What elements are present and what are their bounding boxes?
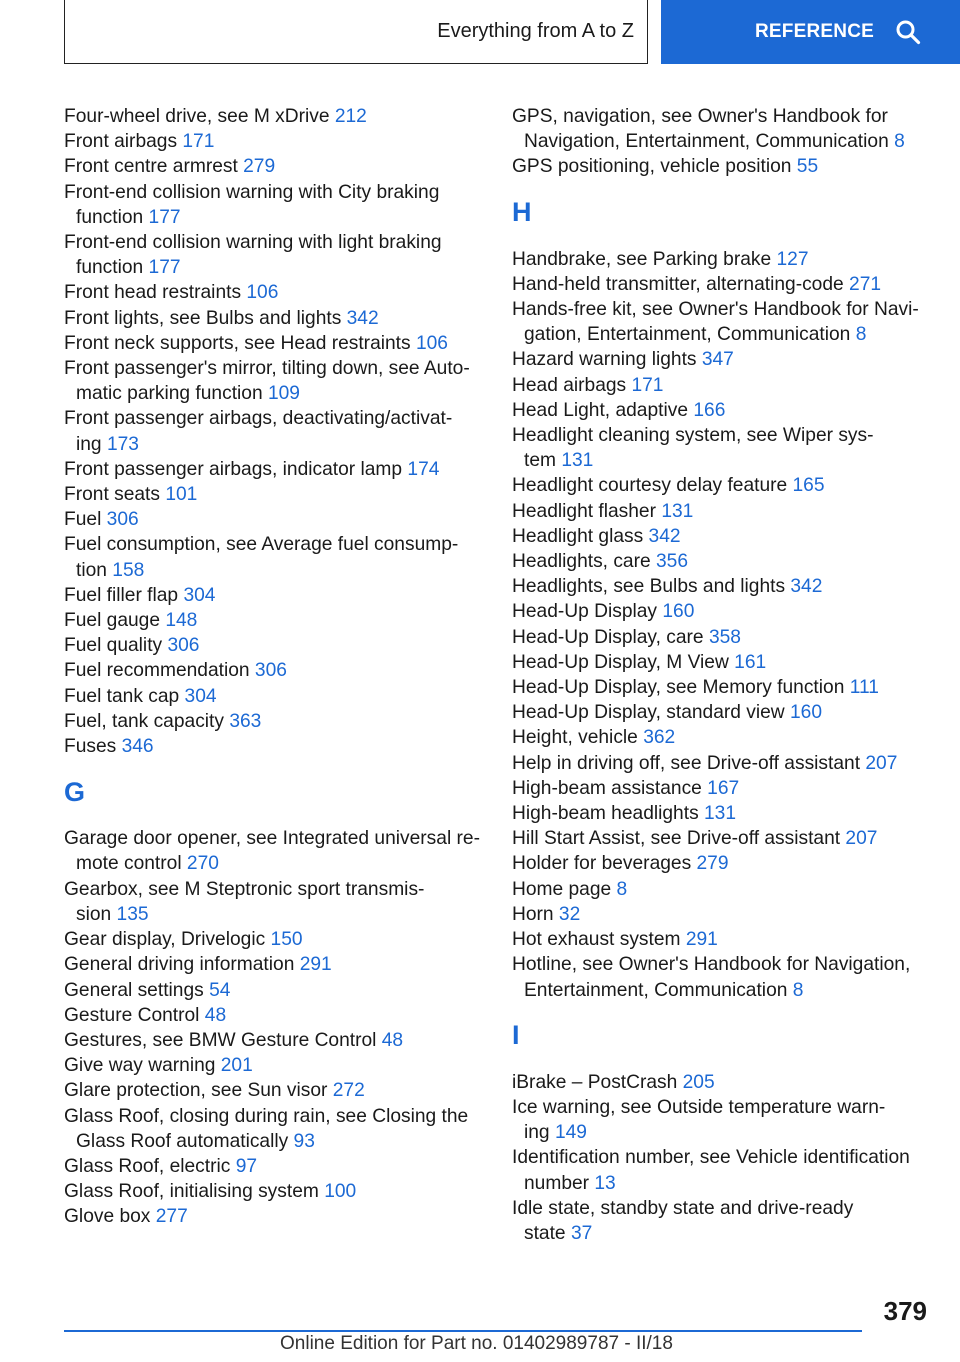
index-entry [64,129,484,154]
index-entry [512,398,942,423]
page-link[interactable]: 48 [381,1029,404,1051]
page-link[interactable]: 358 [708,626,741,648]
page-link[interactable]: 131 [661,500,694,522]
index-entry [512,574,942,599]
page-link[interactable]: 8 [792,979,804,1001]
entry-text: Hotline, see Owner's Handbook for Navigation, [512,954,911,976]
entry-text: Hazard warning lights [512,349,702,371]
page-link[interactable]: 131 [561,450,594,472]
entry-text: Front seats [64,484,166,506]
entry-text: ing [524,1122,555,1144]
entry-text: General driving information [64,954,300,976]
index-entry [64,978,484,1003]
index-entry [64,280,484,305]
entry-text: tem [524,450,562,472]
entry-text: Front passenger's mirror, tilting down, see Auto- [64,358,470,380]
index-entry [512,877,942,902]
entry-text: GPS positioning, vehicle position [512,156,797,178]
page-link[interactable]: 167 [707,777,740,799]
index-entry [64,1154,484,1179]
page-link[interactable]: 37 [570,1222,593,1244]
page-link[interactable]: 362 [643,727,676,749]
entry-text: Front airbags [64,131,183,153]
entry-text: Fuel consumption, see Average fuel consump- [64,534,459,556]
entry-text: ing [76,433,107,455]
entry-text: Gearbox, see M Steptronic sport transmis- [64,878,425,900]
page-link[interactable]: 101 [165,484,198,506]
entry-text: Front neck supports, see Head restraints [64,332,416,354]
page-link[interactable]: 160 [789,702,822,724]
page-link[interactable]: 174 [407,458,440,480]
entry-text: iBrake – PostCrash [512,1071,683,1093]
index-entry [512,826,942,851]
edition-note: Online Edition for Part no. 01402989787 - II/18 [280,1333,673,1354]
page-link[interactable]: 279 [696,853,729,875]
index-letter-heading: H [512,197,532,228]
entry-text: Head airbags [512,374,632,396]
page-link[interactable]: 306 [167,635,200,657]
entry-text: Head-Up Display, see Memory function [512,677,850,699]
page-link[interactable]: 171 [182,131,215,153]
page-link[interactable]: 207 [845,828,878,850]
page-link[interactable]: 207 [865,752,898,774]
entry-text: Fuel tank cap [64,685,185,707]
index-column-right [512,104,942,1246]
index-entry [512,1145,942,1195]
page-link[interactable]: 342 [346,307,379,329]
search-icon[interactable] [895,19,921,45]
entry-text: mote control [76,853,187,875]
index-entry [512,1196,942,1246]
index-entry [512,851,942,876]
entry-text: Glass Roof, initialising system [64,1181,325,1203]
index-entry [512,499,942,524]
index-entry [64,507,484,532]
page-link[interactable]: 109 [267,383,300,405]
entry-text: Holder for beverages [512,853,697,875]
index-entry [512,700,942,725]
index-entry [512,423,942,473]
index-entry [64,633,484,658]
section-title: Everything from A to Z [437,20,634,42]
page-link[interactable]: 165 [792,475,825,497]
page-link[interactable]: 342 [790,576,823,598]
index-entry [64,952,484,977]
index-entry [512,725,942,750]
index-entry [512,1070,942,1095]
page-link[interactable]: 173 [106,433,139,455]
page-link[interactable]: 205 [682,1071,715,1093]
index-entry [512,1095,942,1145]
entry-text: Glass Roof, electric [64,1155,236,1177]
page-number: 379 [883,1296,927,1326]
entry-text: Front passenger airbags, indicator lamp [64,458,408,480]
page-link[interactable]: 131 [704,803,737,825]
page-link[interactable]: 306 [254,660,287,682]
index-entry [64,583,484,608]
index-entry [512,524,942,549]
entry-text: General settings [64,979,210,1001]
index-entry [64,684,484,709]
index-entry [64,877,484,927]
entry-text: Fuel gauge [64,610,166,632]
page-link[interactable]: 111 [849,677,879,699]
entry-text: state [524,1222,571,1244]
page-link[interactable]: 161 [734,651,767,673]
entry-text: Hands-free kit, see Owner's Handbook for Navi- [512,299,919,321]
index-entry [512,104,942,154]
entry-text: number [524,1172,595,1194]
footer-divider [64,1330,862,1332]
page-link[interactable]: 270 [186,853,219,875]
page-link[interactable]: 55 [796,156,819,178]
entry-text: Front head restraints [64,282,247,304]
entry-text: Garage door opener, see Integrated universal re- [64,828,480,850]
index-entry [512,751,942,776]
entry-text: Fuel recommendation [64,660,255,682]
index-letter-heading: I [512,1020,520,1051]
index-entry [512,154,942,179]
entry-text: Head Light, adaptive [512,399,694,421]
entry-text: Ice warning, see Outside temperature warn- [512,1096,886,1118]
page-link[interactable]: 304 [184,685,217,707]
index-entry [64,1204,484,1229]
page-link[interactable]: 93 [293,1130,315,1152]
page-link[interactable]: 277 [155,1206,188,1228]
entry-text: Hot exhaust system [512,929,686,951]
page-link[interactable]: 127 [776,248,809,270]
page-link[interactable]: 100 [324,1181,357,1203]
entry-text: Hand-held transmitter, alternating-code [512,273,850,295]
entry-text: Gesture Control [64,1004,205,1026]
index-entry [64,230,484,280]
entry-text: Front centre armrest [64,156,244,178]
page-link[interactable]: 342 [648,525,681,547]
entry-text: Home page [512,878,617,900]
entry-text: Fuel quality [64,635,168,657]
page-link[interactable]: 356 [655,551,688,573]
page-link[interactable]: 148 [165,610,198,632]
index-entry [64,306,484,331]
entry-text: Height, vehicle [512,727,644,749]
page-link[interactable]: 8 [855,324,867,346]
index-entry [64,1053,484,1078]
entry-text: Horn [512,903,559,925]
index-entry [512,272,942,297]
page-link[interactable]: 279 [243,156,276,178]
page-link[interactable]: 291 [685,929,718,951]
entry-text: Give way warning [64,1055,221,1077]
page-link[interactable]: 212 [334,106,367,127]
entry-text: Headlight flasher [512,500,662,522]
page-link[interactable]: 149 [554,1122,587,1144]
index-entry [512,927,942,952]
index-entry [64,1028,484,1053]
index-entry [64,1003,484,1028]
entry-text: Idle state, standby state and drive-ready [512,1197,854,1219]
page-link[interactable]: 32 [558,903,581,925]
index-entry [512,776,942,801]
index-entry [64,658,484,683]
page-link[interactable]: 106 [246,282,279,304]
entry-text: Glass Roof, closing during rain, see Closing the [64,1105,469,1127]
index-entry [64,734,484,759]
entry-text: Hill Start Assist, see Drive-off assistant [512,828,846,850]
index-entry [64,154,484,179]
page-link[interactable]: 160 [662,601,695,623]
reference-label: REFERENCE [755,21,874,42]
entry-text: Glove box [64,1206,156,1228]
entry-text: function [76,206,149,228]
index-entry [64,406,484,456]
index-entry [512,373,942,398]
entry-text: gation, Entertainment, Communication [524,324,856,346]
page-link[interactable]: 177 [148,206,181,228]
page-link[interactable]: 97 [235,1155,258,1177]
page-link[interactable]: 13 [594,1172,616,1194]
index-column-left [64,104,484,1230]
page-link[interactable]: 8 [894,131,905,153]
entry-text: Fuel, tank capacity [64,710,230,732]
entry-text: Handbrake, see Parking brake [512,248,777,270]
page-link[interactable]: 346 [121,736,154,758]
page-link[interactable]: 48 [204,1004,227,1026]
page-link[interactable]: 201 [220,1055,253,1077]
entry-text: Fuses [64,736,122,758]
entry-text: Headlight cleaning system, see Wiper sys- [512,425,874,447]
entry-text: Front lights, see Bulbs and lights [64,307,347,329]
index-entry [512,599,942,624]
page-link[interactable]: 106 [415,332,448,354]
entry-text: Head-Up Display, care [512,626,709,648]
reference-tab[interactable] [661,0,960,64]
index-entry [512,952,942,1002]
entry-text: Glare protection, see Sun visor [64,1080,333,1102]
entry-text: Headlight glass [512,525,649,547]
index-entry [64,331,484,356]
index-entry [512,625,942,650]
page-link[interactable]: 363 [229,710,262,732]
page-link[interactable]: 304 [183,584,216,606]
page-link[interactable]: 166 [693,399,726,421]
entry-text: Gear display, Drivelogic [64,929,271,951]
page-link[interactable]: 291 [299,954,332,976]
page-link[interactable]: 177 [148,257,181,279]
page-link[interactable]: 8 [616,878,628,900]
index-entry [512,549,942,574]
entry-text: function [76,257,149,279]
entry-text: Headlights, see Bulbs and lights [512,576,791,598]
index-entry [512,473,942,498]
entry-text: Four-wheel drive, see M xDrive [64,106,335,127]
page-link[interactable]: 271 [849,273,882,295]
index-letter-heading: G [64,776,86,807]
page-link[interactable]: 171 [631,374,664,396]
index-entry [512,650,942,675]
page-link[interactable]: 272 [332,1080,365,1102]
section-header [64,0,648,64]
page-link[interactable]: 158 [112,559,145,581]
index-entry [512,297,942,347]
index-entry [512,347,942,372]
index-entry [64,709,484,734]
index-entry [64,482,484,507]
index-entry [64,457,484,482]
index-entry [64,356,484,406]
entry-text: Front passenger airbags, deactivating/activat- [64,408,453,430]
entry-text: High-beam headlights [512,803,704,825]
page-link[interactable]: 150 [270,929,303,951]
entry-text: GPS, navigation, see Owner's Handbook for [512,106,888,127]
entry-text: Head-Up Display [512,601,663,623]
index-entry [512,675,942,700]
index-entry [64,104,484,129]
entry-text: Front-end collision warning with light braking [64,232,442,254]
index-entry [512,247,942,272]
index-entry [64,608,484,633]
index-entry [64,826,484,876]
entry-text: sion [76,903,117,925]
entry-text: Head-Up Display, M View [512,651,735,673]
index-entry [64,532,484,582]
entry-text: Navigation, Entertainment, Communication [524,131,895,153]
page-link[interactable]: 135 [116,903,149,925]
entry-text: High-beam assistance [512,777,708,799]
entry-text: matic parking function [76,383,268,405]
entry-text: Fuel filler flap [64,584,184,606]
index-entry [512,801,942,826]
entry-text: Identification number, see Vehicle identification [512,1147,910,1169]
entry-text: Glass Roof automatically [76,1130,294,1152]
index-entry [64,180,484,230]
index-entry [512,902,942,927]
entry-text: Headlight courtesy delay feature [512,475,793,497]
entry-text: Head-Up Display, standard view [512,702,790,724]
entry-text: Help in driving off, see Drive-off assistant [512,752,866,774]
entry-text: Entertainment, Communication [524,979,793,1001]
index-entry [64,1179,484,1204]
page-link[interactable]: 347 [701,349,734,371]
page-link[interactable]: 306 [106,509,139,531]
entry-text: Fuel [64,509,107,531]
index-entry [64,1078,484,1103]
page-link[interactable]: 54 [209,979,231,1001]
entry-text: Gestures, see BMW Gesture Control [64,1029,382,1051]
entry-text: Headlights, care [512,551,656,573]
entry-text: tion [76,559,113,581]
entry-text: Front-end collision warning with City braking [64,181,440,203]
index-entry [64,927,484,952]
index-entry [64,1104,484,1154]
